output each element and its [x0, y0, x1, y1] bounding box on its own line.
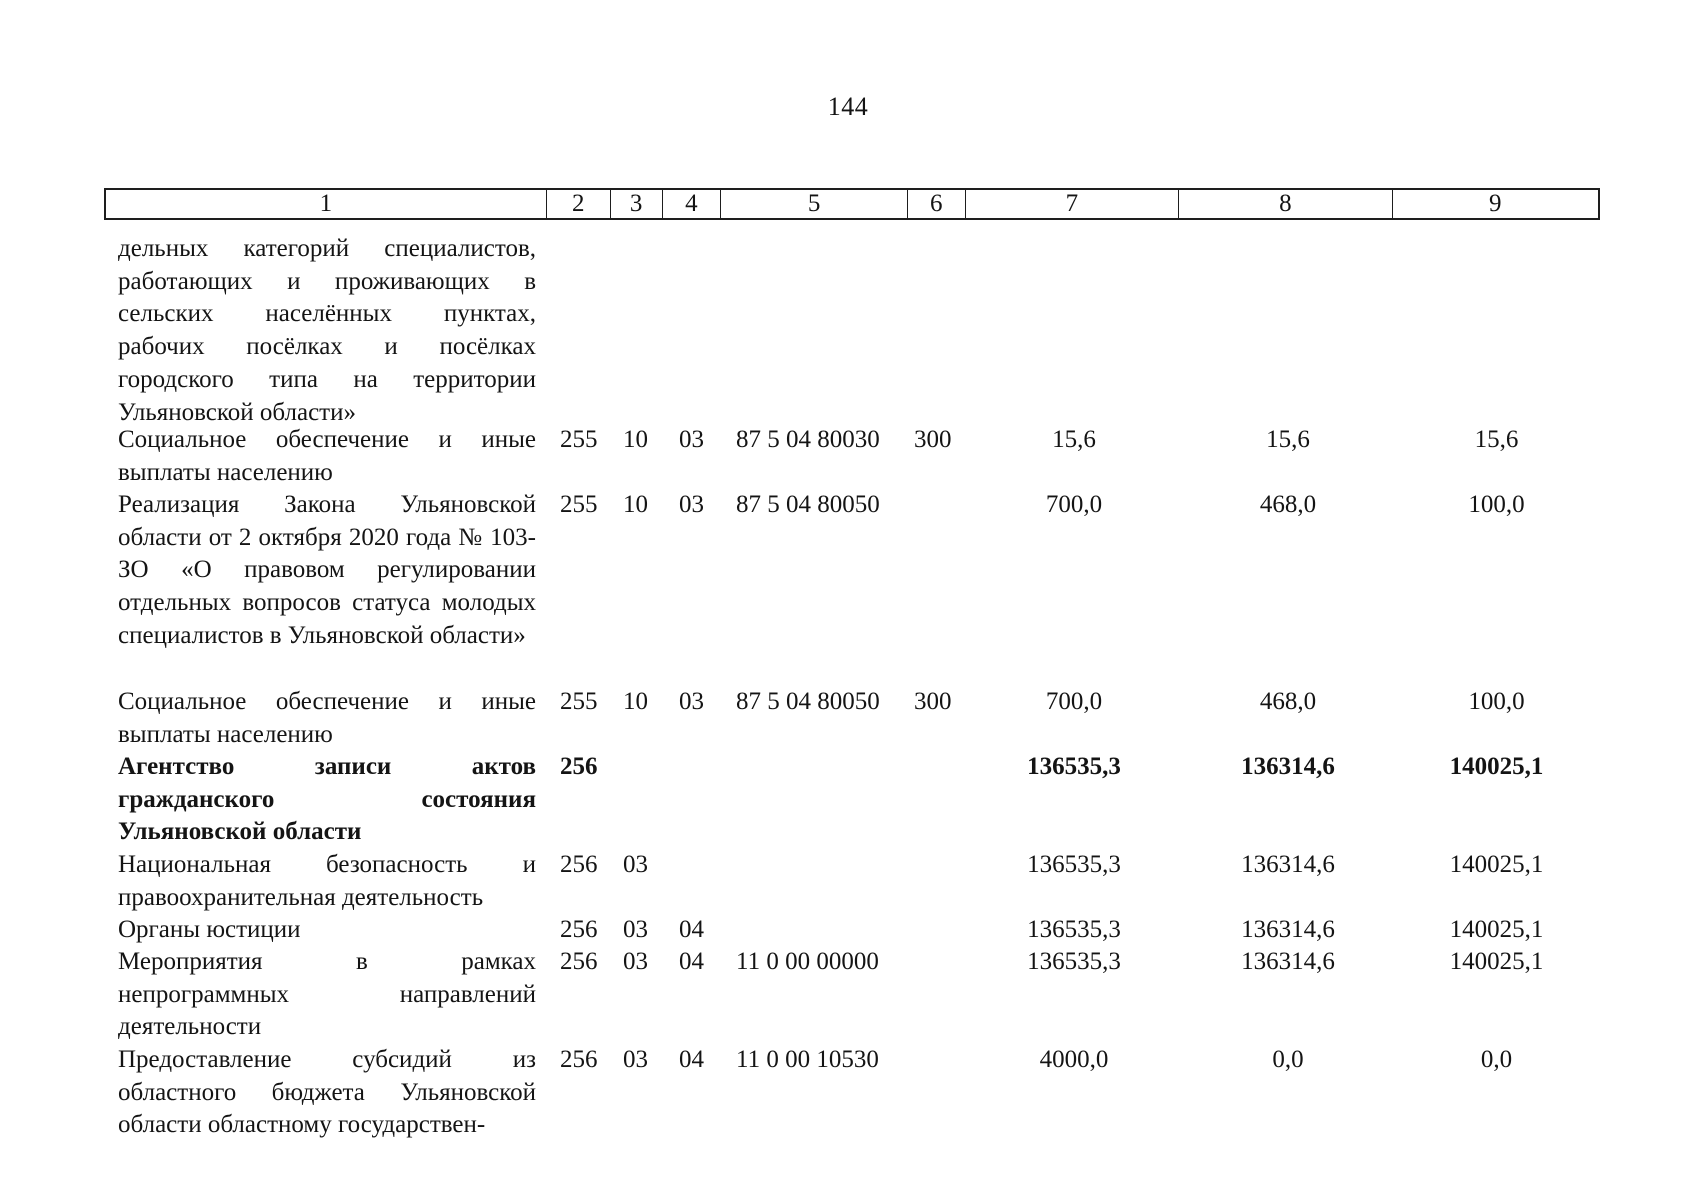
- row-name: Органы юстиции: [118, 916, 301, 943]
- row-value-7: 136535,3: [1027, 851, 1121, 878]
- row-code-3: 03: [623, 1046, 648, 1073]
- row-value-9: 0,0: [1480, 1046, 1513, 1073]
- header-cell-2: 2: [547, 190, 611, 218]
- row-code-3: 10: [623, 426, 648, 453]
- row-code-2: 256: [560, 916, 598, 943]
- row-value-9: 100,0: [1468, 688, 1525, 715]
- row-code-2: 256: [560, 1046, 598, 1073]
- row-code-4: 03: [679, 491, 704, 518]
- row-code-3: 03: [623, 948, 648, 975]
- row-code-3: 10: [623, 491, 648, 518]
- header-cell-6: 6: [908, 190, 966, 218]
- row-code-4: 04: [679, 948, 704, 975]
- row-code-2: 256: [560, 948, 598, 975]
- header-cell-9: 9: [1489, 190, 1502, 217]
- row-name: Социальное обеспечение и иные выплаты населению: [118, 426, 536, 486]
- row-code-2: 255: [560, 426, 598, 453]
- row-value-8: 468,0: [1259, 688, 1317, 715]
- row-value-9: 140025,1: [1449, 851, 1544, 878]
- header-cell-1: 1: [106, 190, 547, 218]
- header-cell-7: 7: [966, 190, 1179, 218]
- row-value-8: 468,0: [1259, 491, 1317, 518]
- row-code-3: 03: [623, 916, 648, 943]
- row-code-5: 11 0 00 10530: [736, 1046, 879, 1073]
- row-name: Агентство записи актов гражданского состояния Ульяновской области: [118, 753, 536, 846]
- page-number: 144: [827, 92, 869, 121]
- row-code-4: 04: [679, 1046, 704, 1073]
- row-value-9: 15,6: [1474, 426, 1519, 453]
- row-value-8: 136314,6: [1241, 753, 1335, 780]
- row-code-5: 87 5 04 80050: [736, 491, 880, 518]
- row-value-7: 700,0: [1045, 491, 1103, 518]
- row-value-8: 136314,6: [1241, 851, 1335, 878]
- row-value-8: 15,6: [1266, 426, 1310, 453]
- row-value-7: 136535,3: [1027, 753, 1121, 780]
- row-value-7: 15,6: [1052, 426, 1096, 453]
- row-value-8: 0,0: [1272, 1046, 1304, 1073]
- row-code-6: 300: [914, 688, 952, 715]
- row-code-3: 03: [623, 851, 648, 878]
- row-value-7: 700,0: [1045, 688, 1103, 715]
- table-header: [104, 188, 1600, 220]
- row-value-8: 136314,6: [1241, 948, 1335, 975]
- row-code-3: 10: [623, 688, 648, 715]
- row-name: Предоставление субсидий из областного бюджета Ульяновской области областному государствен-: [118, 1046, 536, 1139]
- row-value-8: 136314,6: [1241, 916, 1335, 943]
- header-cell-4: 4: [663, 190, 722, 218]
- row-code-5: 87 5 04 80050: [736, 688, 880, 715]
- row-code-5: 11 0 00 00000: [736, 948, 879, 975]
- header-cell-5: 5: [721, 190, 908, 218]
- row-code-2: 255: [560, 688, 598, 715]
- row-value-7: 4000,0: [1039, 1046, 1109, 1073]
- header-cell-3: 3: [611, 190, 663, 218]
- row-value-7: 136535,3: [1027, 948, 1121, 975]
- row-name: дельных категорий специалистов, работающих и проживающих в сельских населённых пунктах, рабочих посёлках и посёлках городского типа на территории Ульяновской области»: [118, 235, 536, 426]
- row-value-9: 140025,1: [1449, 753, 1544, 780]
- row-code-4: 03: [679, 688, 704, 715]
- row-code-2: 256: [560, 753, 598, 780]
- header-cell-8: 8: [1179, 190, 1392, 218]
- row-name: Реализация Закона Ульяновской области от 2 октября 2020 года № 103-ЗО «О правовом регулировании отдельных вопросов статуса молодых специалистов в Ульяновской области»: [118, 491, 536, 649]
- row-code-6: 300: [914, 426, 952, 453]
- row-value-9: 100,0: [1468, 491, 1525, 518]
- row-code-5: 87 5 04 80030: [736, 426, 880, 453]
- row-name: Мероприятия в рамках непрограммных направлений деятельности: [118, 948, 536, 1041]
- row-value-9: 140025,1: [1449, 916, 1544, 943]
- row-code-4: 03: [679, 426, 704, 453]
- row-code-4: 04: [679, 916, 704, 943]
- row-value-7: 136535,3: [1027, 916, 1121, 943]
- row-code-2: 256: [560, 851, 598, 878]
- row-code-2: 255: [560, 491, 598, 518]
- row-name: Национальная безопасность и правоохранительная деятельность: [118, 851, 536, 911]
- row-value-9: 140025,1: [1449, 948, 1544, 975]
- row-name: Социальное обеспечение и иные выплаты населению: [118, 688, 536, 748]
